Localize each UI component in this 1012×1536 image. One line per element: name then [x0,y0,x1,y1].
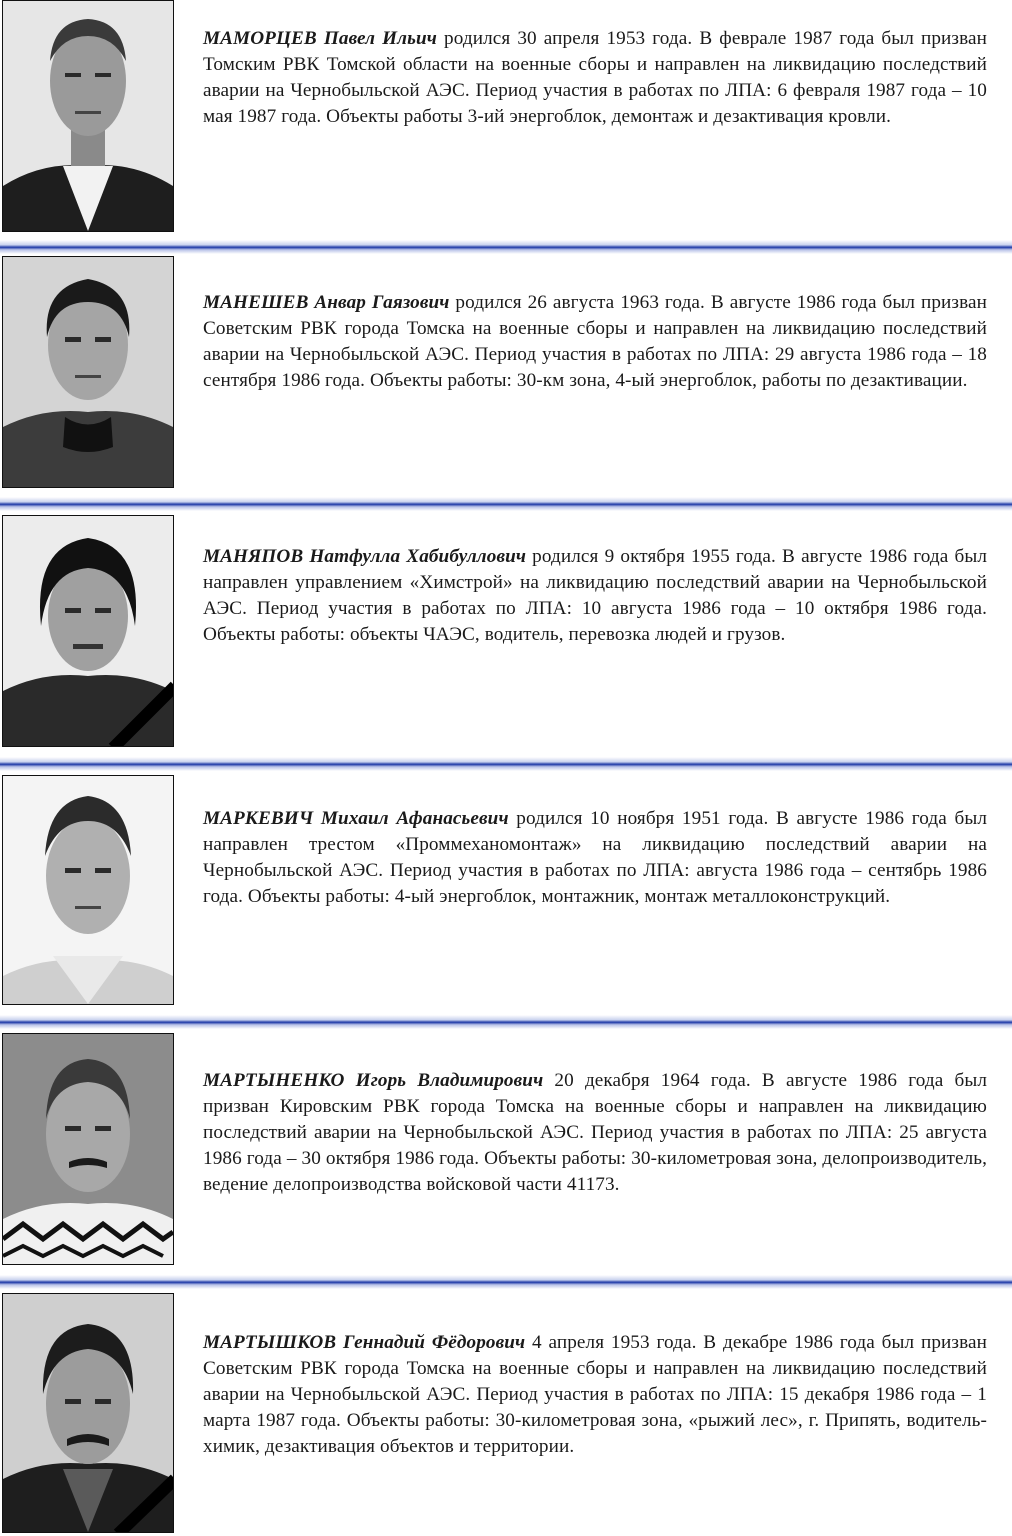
portrait-photo [2,256,174,488]
portrait-photo [2,0,174,232]
biography-text: 20 декабря 1964 года. В августе 1986 года был призван Кировским РВК города Томска на военные сборы и направлен на ликвидацию последствий аварии на Чернобыльской АЭС. Период участия в работах по ЛПА: 25 августа 1986 года – 30 октября 1986 года. Объекты работы: 30-километровая зона, делопроизводитель, ведение делопроизводства войсковой части 41173. [203,1070,987,1195]
person-name: МАНЯПОВ Натфулла Хабибуллович [203,546,527,567]
section-divider [0,497,1012,511]
section-divider [0,1015,1012,1029]
portrait-photo [2,1033,174,1265]
biography-entry [203,1330,987,1460]
biography-entry [203,1068,987,1198]
person-name: МАНЕШЕВ Анвар Гаязович [203,292,450,313]
biography-text: родился 10 ноября 1951 года. В августе 1986 года был направлен трестом «Проммеханомонтаж» на ликвидацию последствий аварии на Чернобыльской АЭС. Период участия в работах по ЛПА: августа 1986 года – сентябрь 1986 года. Объекты работы: 4-ый энергоблок, монтажник, монтаж металлоконструкций. [203,808,987,907]
biography-entry [203,544,987,648]
section-divider [0,1275,1012,1289]
portrait-photo [2,1293,174,1533]
person-name: МАМОРЦЕВ Павел Ильич [203,28,437,49]
biography-text: 4 апреля 1953 года. В декабре 1986 года был призван Советским РВК города Томска на военные сборы и направлен на ликвидацию последствий аварии на Чернобыльской АЭС. Период участия в работах по ЛПА: 15 декабря 1986 года – 1 марта 1987 года. Объекты работы: 30-километровая зона, «рыжий лес», г. Припять, водитель-химик, дезактивация объектов и территории. [203,1332,987,1457]
portrait-photo [2,515,174,747]
biography-text: родился 26 августа 1963 года. В августе 1986 года был призван Советским РВК города Томска на военные сборы и направлен на ликвидацию последствий аварии на Чернобыльской АЭС. Период участия в работах по ЛПА: 29 августа 1986 года – 18 сентября 1986 года. Объекты работы: 30-км зона, 4-ый энергоблок, работы по дезактивации. [203,292,987,391]
biography-text: родился 9 октября 1955 года. В августе 1986 года был направлен управлением «Химстрой» на ликвидацию последствий аварии на Чернобыльской АЭС. Период участия в работах по ЛПА: 10 августа 1986 года – 10 октября 1986 года. Объекты работы: объекты ЧАЭС, водитель, перевозка людей и грузов. [203,546,988,645]
person-name: МАРКЕВИЧ Михаил Афанасьевич [203,808,509,829]
section-divider [0,757,1012,771]
biography-entry [203,290,987,394]
biography-text: родился 30 апреля 1953 года. В феврале 1987 года был призван Томским РВК Томской области на военные сборы и направлен на ликвидацию последствий аварии на Чернобыльской АЭС. Период участия в работах по ЛПА: 6 февраля 1987 года – 10 мая 1987 года. Объекты работы 3-ий энергоблок, демонтаж и дезактивация кровли. [203,28,987,127]
biography-entry [203,26,987,130]
person-name: МАРТЫШКОВ Геннадий Фёдорович [203,1332,526,1353]
person-name: МАРТЫНЕНКО Игорь Владимирович [203,1070,544,1091]
section-divider [0,240,1012,254]
biography-entry [203,806,987,910]
portrait-photo [2,775,174,1005]
